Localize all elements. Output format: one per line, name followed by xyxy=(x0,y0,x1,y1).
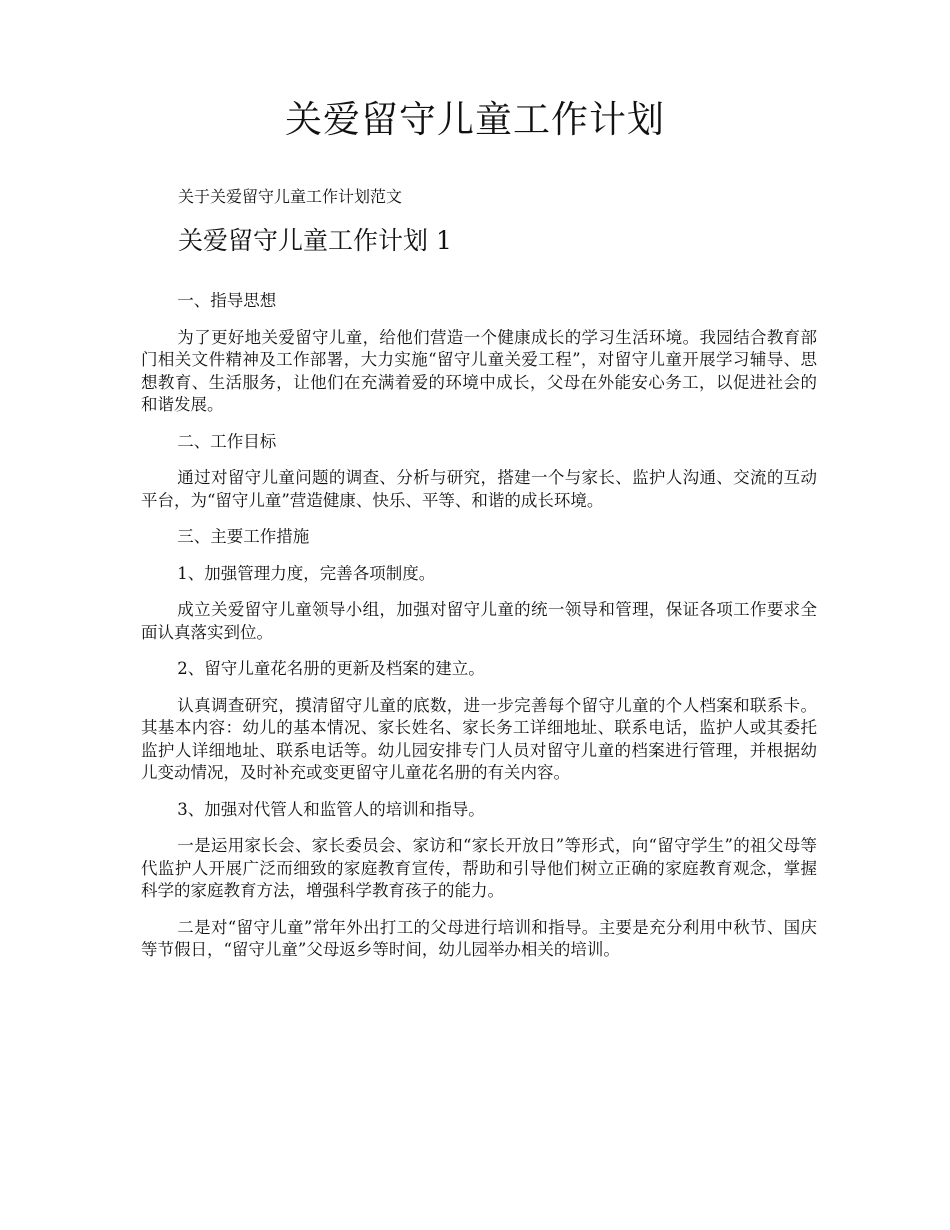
document-title: 关爱留守儿童工作计划 xyxy=(285,98,665,141)
measure-item-3-text-b: 二是对“留守儿童”常年外出打工的父母进行培训和指导。主要是充分利用中秋节、国庆等节假日，“留守儿童”父母返乡等时间，幼儿园举办相关的培训。 xyxy=(141,917,817,959)
paragraph-work-goal: 通过对留守儿童问题的调查、分析与研究，搭建一个与家长、监护人沟通、交流的互动平台，为“留守儿童”营造健康、快乐、平等、和谐的成长环境。 xyxy=(141,468,817,510)
section-title-main-measures: 三、主要工作措施 xyxy=(177,527,310,546)
measure-item-3-text-a: 一是运用家长会、家长委员会、家访和“家长开放日”等形式，向“留守学生”的祖父母等代监护人开展广泛而细致的家庭教育宣传，帮助和引导他们树立正确的家庭教育观念，掌握科学的家庭教育方法，增强科学教育孩子的能力。 xyxy=(141,836,817,900)
measure-item-1-text: 成立关爱留守儿童领导小组，加强对留守儿童的统一领导和管理，保证各项工作要求全面认真落实到位。 xyxy=(141,600,817,642)
section-title-guiding-thought: 一、指导思想 xyxy=(177,291,277,310)
section-heading: 关爱留守儿童工作计划 1 xyxy=(178,226,452,255)
paragraph-guiding-thought: 为了更好地关爱留守儿童，给他们营造一个健康成长的学习生活环境。我园结合教育部门相关文件精神及工作部署，大力实施“留守儿童关爱工程”，对留守儿童开展学习辅导、思想教育、生活服务，让他们在充满着爱的环境中成长，父母在外能安心务工，以促进社会的和谐发展。 xyxy=(141,327,817,414)
document-subtitle: 关于关爱留守儿童工作计划范文 xyxy=(178,187,403,206)
measure-item-3-title: 3、加强对代管人和监管人的培训和指导。 xyxy=(177,799,485,819)
measure-item-1-title: 1、加强管理力度，完善各项制度。 xyxy=(177,563,436,583)
section-title-work-goal: 二、工作目标 xyxy=(177,431,277,451)
measure-item-2-text: 认真调查研究，摸清留守儿童的底数，进一步完善每个留守儿童的个人档案和联系卡。其基本内容：幼儿的基本情况、家长姓名、家长务工详细地址、联系电话，监护人或其委托监护人详细地址、联系电话等。幼儿园安排专门人员对留守儿童的档案进行管理，并根据幼儿变动情况，及时补充或变更留守儿童花名册的有关内容。 xyxy=(141,695,817,782)
document-body xyxy=(141,290,817,976)
measure-item-2-title: 2、留守儿童花名册的更新及档案的建立。 xyxy=(177,659,485,678)
